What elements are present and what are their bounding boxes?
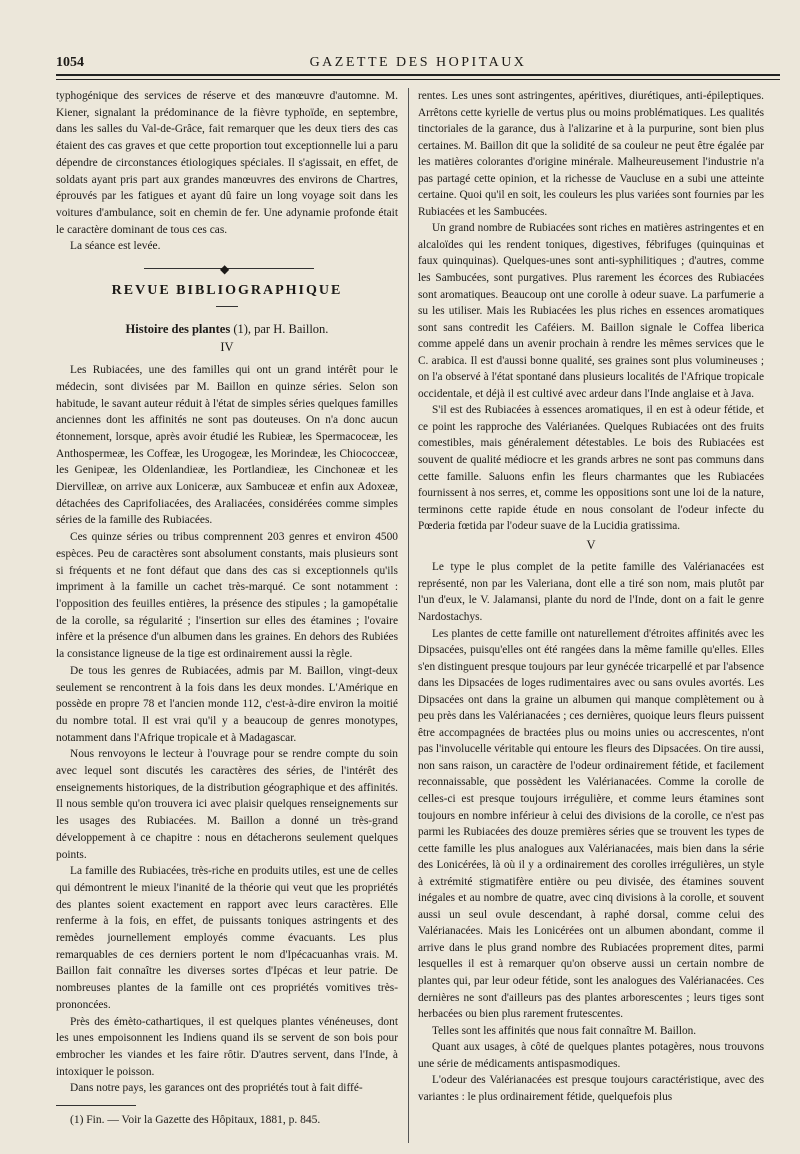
footnote: (1) Fin. — Voir la Gazette des Hôpitaux, 1881, p. 845. bbox=[70, 1114, 321, 1127]
article-byline: (1), par H. Baillon. bbox=[230, 321, 329, 336]
paragraph: Nous renvoyons le lecteur à l'ouvrage pour se rendre compte du soin avec lequel sont discutés les caractères des séries, de l'intérêt des enseignements historiques, de la distribution géographique et des affinités. Il nous semble qu'on trouvera ici avec plaisir quelques renseignements sur les usages des Rubiacées. M. Baillon a donné un très-grand développement à ce chapitre : nous en détacherons seulement quelques points. bbox=[56, 748, 398, 861]
paragraph: La séance est levée. bbox=[70, 240, 161, 253]
running-title: GAZETTE DES HOPITAUX bbox=[309, 55, 527, 70]
article-title: Histoire des plantes bbox=[125, 321, 231, 336]
header-rule bbox=[56, 74, 780, 80]
paragraph: Un grand nombre de Rubiacées sont riches en matières astringentes et en alcaloïdes qui les rendent toniques, digestives, fébrifuges (quinquinas et faux quinquinas). Quelques-unes sont anti-syphilitiques ; d'autres, comme les Sambucées, sont purgatives. Plus rarement les écorces des Rubiacées sont aromatiques. Beaucoup ont une corolle à odeur suave. La parfumerie a su les utiliser. Mais les Rubiacées les plus riches en essences aromatiques sont sans contredit les Caféiers. M. Baillon signale le Coffea liberica comme appelé dans un avenir prochain à rendre les mêmes services que le C. arabica. Il est d'aussi bonne qualité, ses graines sont plus volumineuses ; on l'a observé à l'état spontané dans plusieurs localités de l'Afrique tropicale occidentale, et déjà il est cultivé avec ardeur dans l'Inde anglaise et à Java. bbox=[418, 222, 764, 400]
paragraph: Près des émèto-cathartiques, il est quelques plantes vénéneuses, dont les unes empoisonnent les Indiens quand ils se servent de son bois pour embrocher les viandes et les faire rôtir. D'autres servent, dans l'Inde, à intoxiquer le poisson. bbox=[56, 1015, 398, 1078]
page-header bbox=[56, 52, 780, 82]
right-column bbox=[418, 88, 764, 1105]
paragraph: De tous les genres de Rubiacées, admis par M. Baillon, vingt-deux seulement se rencontrent à la fois dans les deux mondes. L'Amérique en possède en propre 78 et l'ancien monde 112, c'est-à-dire environ la moitié du nombre total. Il est vrai qu'il y a beaucoup de genres monotypes, notamment dans l'Afrique tropicale et à Madagascar. bbox=[56, 664, 398, 744]
ornament-rule bbox=[56, 261, 398, 277]
paragraph: Ces quinze séries ou tribus comprennent 203 genres et environ 4500 espèces. Peu de caractères sont absolument constants, mais plusieurs sont si fréquents et ne font défaut que dans des cas si exceptionnels qu'ils impriment à la famille un cachet très-marqué. Ce sont notamment : l'opposition des feuilles entières, la présence des stipules ; la gamopétalie de la corolle, sa régularité ; l'insertion sur elles des étamines ; l'ovaire infère et la présence d'un albumen dans les graines. En dehors des Rubiées la consistance ligneuse de la tige est ordinairement aussi la règle. bbox=[56, 531, 398, 661]
paragraph: Les plantes de cette famille ont naturellement d'étroites affinités avec les Dipsacées, puisqu'elles ont été rangées dans la même famille qu'elles. Elles s'en distinguent presque toujours par leur gynécée tricarpellé et par l'absence dans les Dipsacées de loges rudimentaires avec ou sans ovules avortés. Les Dipsacées ont dans la graine un albumen qui manque complètement ou à peu près dans les Valérianacées ; ces dernières, quoique leurs fleurs puissent être accompagnées de bractées plus ou moins unies ou accrescentes, n'ont pas l'involucelle véritable qui entoure les fleurs des Dipsacées. On tire aussi, non sans raison, un caractère de l'odeur ordinairement fétide, et facilement reconnaissable, que possèdent les Valérianacées. Comme la corolle de celles-ci est presque toujours irrégulière, et comme leurs étamines sont toujours en nombre inférieur à celui des divisions de la corolle, ce n'est pas parmi les Rubiacées des douze premières séries que se trouvent les types de cette famille les plus analogues aux Valérianacées, mais bien dans la série des Lonicérées, là où il y a ordinairement des corolles irrégulières, un style à extrémité stigmatifère entière ou peu divisée, des étamines souvent inégales et au nombre de quatre, avec cinq divisions à la corolle, et souvent aussi un seul ovule descendant, à raphé dorsal, comme celui des Valérianacées. Mais les Lonicérées ont un albumen abondant, comme il arrive dans le plus grand nombre des Rubiacées proprement dites, parmi lesquelles il est à remarquer qu'on observe aussi un certain nombre de plantes qui, par leur odeur fétide, sont les analogues des Valérianacées. Ces dernières ne sont d'ailleurs pas des plantes arborescentes ; leurs tiges sont herbacées ou bien plus rarement frutescentes. bbox=[418, 627, 764, 1021]
column-divider bbox=[408, 88, 409, 1143]
left-column bbox=[56, 88, 398, 1129]
short-rule bbox=[216, 306, 238, 307]
paragraph: typhogénique des services de réserve et des manœuvre d'automne. M. Kiener, signalant la prédominance de la fièvre typhoïde, en septembre, dans les salles du Val-de-Grâce, fait remarquer que les deux tiers des cas étaient des cas graves et que cette proportion tout exceptionnelle lui a paru dépendre de circonstances étiologiques spéciales. Il s'agissait, en effet, de soldats ayant pris part aux grandes manœuvres des environs de Chartres, éprouvés par les fatigues et ayant dû faire un long voyage soit dans les voitures d'ambulance, soit en chemin de fer. Une adynamie profonde était le caractère dominant de tous ces cas. bbox=[56, 90, 398, 236]
article-heading bbox=[56, 321, 398, 338]
page-number: 1054 bbox=[56, 55, 84, 70]
paragraph: rentes. Les unes sont astringentes, apéritives, diurétiques, anti-épileptiques. Arrêtons cette kyrielle de vertus plus ou moins problématiques. Les qualités tinctoriales de la garance, dus à l'alizarine et à la purpurine, sont bien plus certaines. M. Baillon dit que la solidité de sa couleur ne peut être égalée par les matières colorantes d'origine minérale. Malheureusement l'industrie n'a pas partagé cette opinion, et la richesse de Vaucluse en a subi une atteinte certaine. Quoi qu'il en soit, les couleurs les plus variées sont fournies par les Rubiacées et les Sambucées. bbox=[418, 90, 764, 218]
footnote-rule bbox=[56, 1105, 136, 1106]
paragraph: S'il est des Rubiacées à essences aromatiques, il en est à odeur fétide, et ce point les rapproche des Valérianées. Quelques Rubiacées ont des fruits comestibles, mais généralement détestables. Le bois des Rubiacées est souvent de qualité médiocre et les grands arbres ne sont pas communs dans cette famille. Saluons enfin les fleurs charmantes que les Rubiacées fournissent à nos serres, et, comme les oppositions sont une loi de la nature, terminons cette rapide étude en nous consolant de l'odeur infecte du Pœderia fœtida par l'odeur suave de la Lucidia gratissima. bbox=[418, 404, 764, 533]
ornament-diamond-icon: ◆ bbox=[220, 262, 230, 277]
paragraph: Les Rubiacées, une des familles qui ont un grand intérêt pour le médecin, sont divisées par M. Baillon en quinze séries. Selon son habitude, le savant auteur réduit à l'état de simples séries quelques familles anciennes dont les affinités ne sont pas douteuses. On n'a donc aucun étonnement, lorsque, après avoir étudié les Rubieæ, les Spermacoceæ, les Anthospermeæ, les Coffeæ, les Urogogeæ, les Morindeæ, les Chiococceæ, les Genipeæ, les Oldenlandieæ, les Portlandieæ, les Cinchoneæ et les Diervilleæ, on arrive aux Loniceræ, aux Sambuceæ et enfin aux Adoxeæ, détachées des Caprifoliacées, des Araliacées, considérées comme simples séries de la famille des Rubiacées. bbox=[56, 364, 398, 527]
part-numeral: IV bbox=[220, 340, 234, 355]
paragraph: Telles sont les affinités que nous fait connaître M. Baillon. bbox=[432, 1024, 697, 1037]
paragraph: Quant aux usages, à côté de quelques plantes potagères, nous trouvons une série de médicaments antispasmodiques. bbox=[418, 1041, 764, 1070]
paragraph: L'odeur des Valérianacées est presque toujours caractéristique, avec des variantes : le plus ordinairement fétide, quelquefois plus bbox=[418, 1074, 764, 1103]
paragraph: Dans notre pays, les garances ont des propriétés tout à fait diffé- bbox=[70, 1082, 363, 1095]
paragraph: Le type le plus complet de la petite famille des Valérianacées est représenté, non par les Valeriana, dont elle a tiré son nom, mais plutôt par l'un d'eux, le V. Jalamansi, plante du nord de l'Inde, dont on a fait le genre Nardostachys. bbox=[418, 561, 764, 623]
paragraph: La famille des Rubiacées, très-riche en produits utiles, est une de celles qui démontrent le mieux l'inanité de la théorie qui veut que les propriétés des plantes soient exactement en rapport avec leurs caractères. Elle renferme à la fois, en effet, de puissants toniques astringents et des remèdes journellement employés comme évacuants. Les plus remarquables de ces derniers portent le nom d'Ipécacuanhas vrais. M. Baillon fait connaître les diverses sortes d'Ipécas et leur patrie. De nombreuses plantes de la famille ont ces propriétés vomitives très-prononcées. bbox=[56, 865, 398, 1011]
section-title: REVUE BIBLIOGRAPHIQUE bbox=[111, 283, 343, 299]
part-numeral: V bbox=[586, 537, 596, 552]
